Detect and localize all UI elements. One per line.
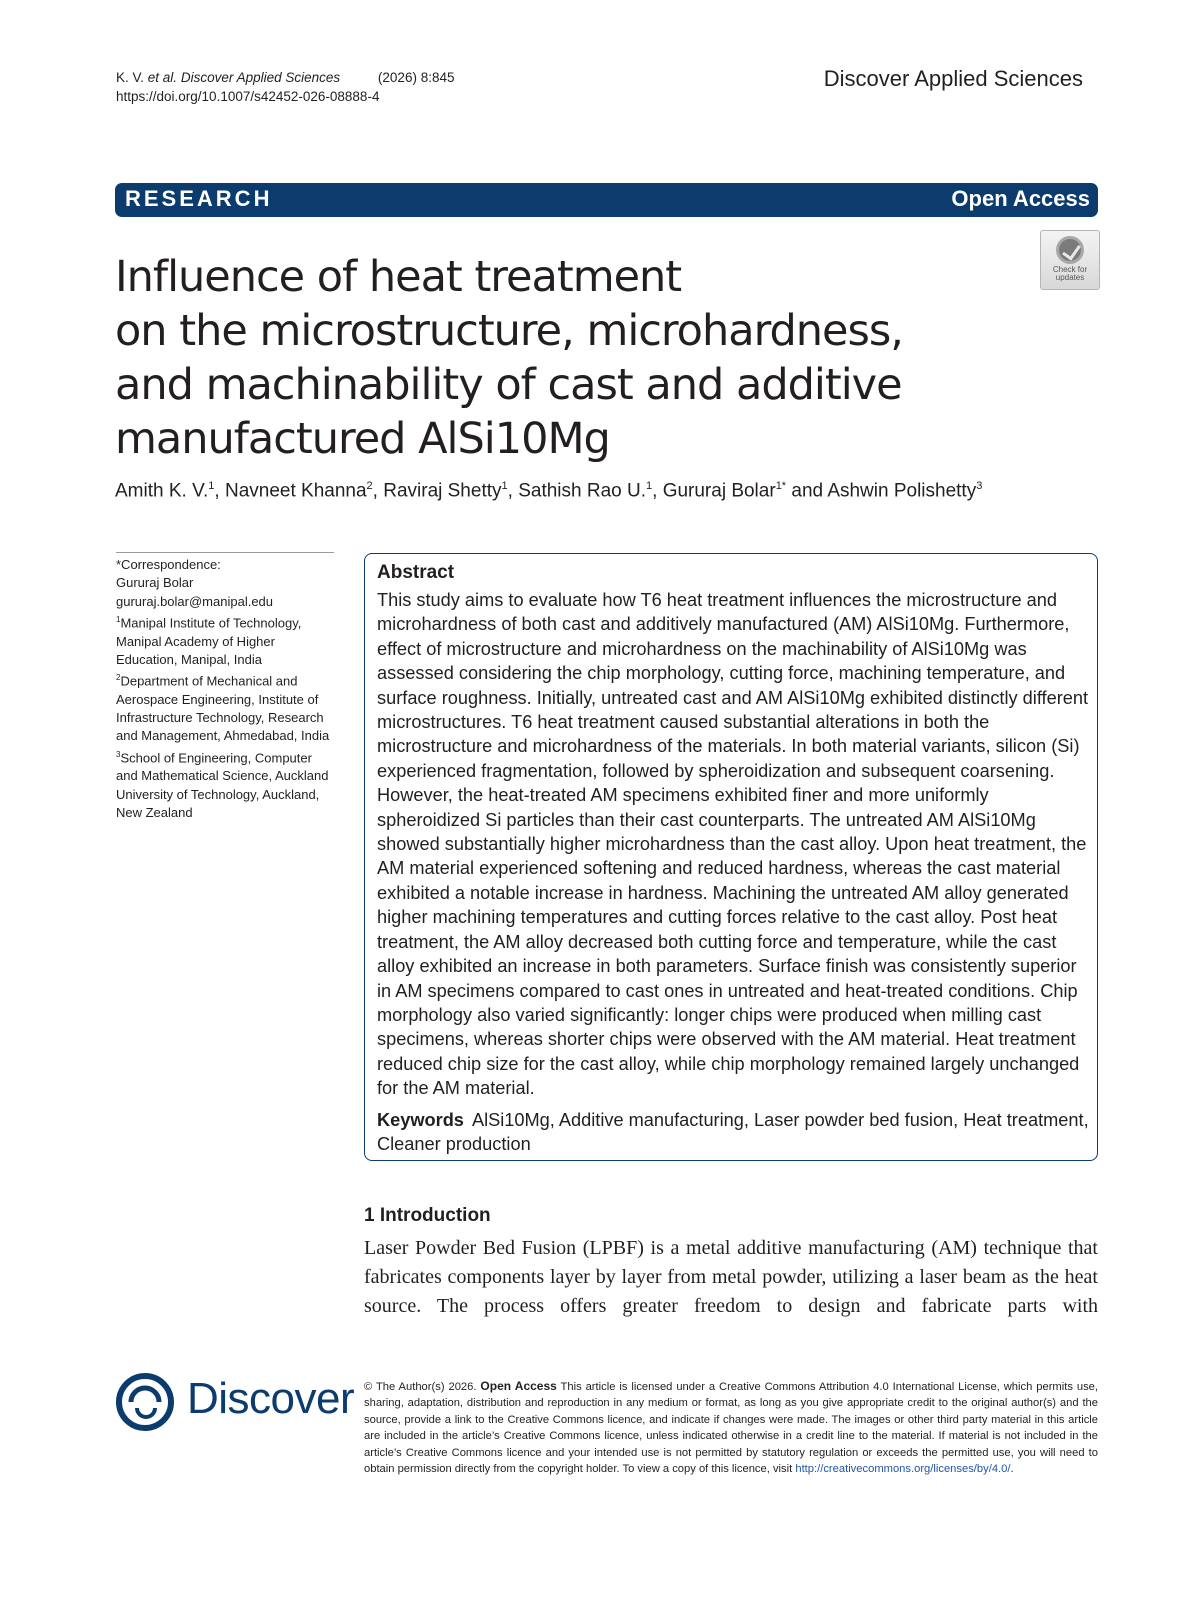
author-separator: , bbox=[214, 480, 225, 502]
affiliation-sup: 1 bbox=[116, 614, 121, 624]
author-affiliation-sup: 1* bbox=[775, 480, 787, 492]
citation-etal: et al. bbox=[147, 70, 178, 85]
correspondence-email[interactable]: gururaj.bolar@manipal.edu bbox=[116, 593, 274, 609]
license-statement bbox=[364, 1378, 1098, 1477]
author-affiliation-sup: 3 bbox=[976, 480, 983, 492]
citation-volume: (2026) 8:845 bbox=[377, 70, 455, 85]
author-separator: , bbox=[372, 480, 384, 502]
check-updates-icon bbox=[1056, 236, 1084, 264]
author-separator: , bbox=[507, 480, 519, 502]
affiliation-sup: 2 bbox=[116, 673, 121, 683]
affiliation-sup: 3 bbox=[116, 749, 121, 759]
abstract-heading: Abstract bbox=[377, 562, 455, 583]
title-line: and machinability of cast and additive bbox=[115, 360, 902, 410]
title-line: manufactured AlSi10Mg bbox=[115, 414, 610, 464]
sidebar-rule bbox=[116, 552, 334, 553]
author-name[interactable]: Amith K. V. bbox=[115, 480, 209, 502]
title-line: Influence of heat treatment bbox=[115, 252, 682, 302]
abstract-text: This study aims to evaluate how T6 heat treatment influences the microstructure and microhardness of both cast and additively manufactured (AM) AlSi10Mg. Furthermore, effect of microstructure and microhardness on the machinability of AlSi10Mg was assessed considering the chip morphology, cutting force, machining temperature, and surface roughness. Initially, untreated cast and AM AlSi10Mg exhibited distinctly different microstructures. T6 heat treatment caused substantial alterations in both the microstructure and microhardness of the materials. In both material variants, silicon (Si) experienced fragmentation, followed by spheroidization and subsequent coarsening. However, the heat-treated AM specimens exhibited finer and more uniformly spheroidized Si particles than their cast counterparts. The untreated AM AlSi10Mg showed substantially higher microhardness than the cast alloy. Upon heat treatment, the AM material experienced softening and reduced hardness, whereas the cast material exhibited a notable increase in hardness. Machining the untreated AM alloy generated higher machining temperatures and cutting forces relative to the cast alloy. Post heat treatment, the AM alloy decreased both cutting force and temperature, while the cast alloy exhibited an increase in both parameters. Surface finish was consistently superior in AM specimens compared to cast ones in untreated and heat-treated conditions. Chip morphology also varied significantly: longer chips were produced when milling cast specimens, whereas shorter chips were observed with the AM material. Heat treatment reduced chip size for the cast alloy, while chip morphology remained largely unchanged for the AM material. bbox=[377, 590, 1089, 1099]
author-affiliation-sup: 1 bbox=[646, 480, 653, 492]
author-separator: and bbox=[786, 480, 828, 502]
introduction-text: Laser Powder Bed Fusion (LPBF) is a metal additive manufacturing (AM) technique that fabricates components layer by layer from metal powder, utilizing a laser beam as the heat source. The process offers greater freedom to design and fabricate parts with bbox=[364, 1237, 1098, 1317]
affiliation-item bbox=[116, 746, 334, 823]
keywords-text: AlSi10Mg, Additive manufacturing, Laser powder bed fusion, Heat treatment, Cleaner production bbox=[377, 1110, 1089, 1155]
author-separator: , bbox=[652, 480, 663, 502]
author-affiliation-sup: 1 bbox=[501, 480, 508, 492]
license-end: . bbox=[1010, 1463, 1014, 1476]
article-title bbox=[115, 250, 995, 466]
correspondence-affiliations bbox=[116, 552, 334, 822]
open-access-label: Open Access bbox=[951, 186, 1090, 211]
running-header-citation bbox=[116, 68, 454, 106]
affiliation-text: Department of Mechanical and Aerospace Engineering, Institute of Infrastructure Technology, Research and Management, Ahmedabad, India bbox=[116, 673, 330, 744]
check-for-updates-badge[interactable] bbox=[1040, 230, 1100, 290]
article-type-label: RESEARCH bbox=[125, 186, 273, 211]
journal-name: Discover Applied Sciences bbox=[823, 66, 1083, 91]
check-updates-line2: updates bbox=[1055, 273, 1085, 282]
author-name[interactable]: Gururaj Bolar bbox=[662, 480, 776, 502]
citation-authors: K. V. bbox=[116, 70, 148, 85]
license-text: This article is licensed under a Creative Commons Attribution 4.0 International License, which permits use, sharing, adaptation, distribution and reproduction in any medium or format, as long as you give appropriate credit to the original author(s) and the source, provide a link to the Creative Commons licence, and indicate if changes were made. The images or other third party material in this article are included in the article’s Creative Commons licence, unless indicated otherwise in a credit line to the material. If material is not included in the article’s Creative Commons licence and your intended use is not permitted by statutory regulation or exceeds the permitted use, you will need to obtain permission directly from the copyright holder. To view a copy of this licence, visit bbox=[364, 1381, 1098, 1476]
license-prefix: © The Author(s) 2026. bbox=[364, 1381, 481, 1393]
author-name[interactable]: Raviraj Shetty bbox=[383, 480, 502, 502]
article-type-banner bbox=[115, 183, 1098, 217]
citation-journal: Discover Applied Sciences bbox=[180, 70, 341, 85]
affiliation-text: Manipal Institute of Technology, Manipal Academy of Higher Education, Manipal, India bbox=[116, 615, 302, 667]
correspondence-label: *Correspondence: bbox=[116, 557, 221, 572]
license-link[interactable]: http://creativecommons.org/licenses/by/4.0/ bbox=[795, 1463, 1011, 1476]
check-updates-line1: Check for bbox=[1052, 265, 1088, 274]
affiliation-text: School of Engineering, Computer and Mathematical Science, Auckland University of Technology, Auckland, New Zealand bbox=[116, 749, 329, 820]
author-affiliation-sup: 1 bbox=[208, 480, 215, 492]
author-name[interactable]: Navneet Khanna bbox=[224, 480, 367, 502]
doi-link[interactable]: https://doi.org/10.1007/s42452-026-08888-4 bbox=[116, 89, 380, 104]
author-list bbox=[115, 480, 982, 502]
author-affiliation-sup: 2 bbox=[366, 480, 373, 492]
affiliation-item bbox=[116, 669, 334, 746]
section-heading-introduction: 1 Introduction bbox=[364, 1205, 491, 1226]
logo-text: Discover bbox=[187, 1374, 355, 1423]
author-name[interactable]: Ashwin Polishetty bbox=[827, 480, 977, 502]
discover-logo bbox=[115, 1372, 355, 1432]
affiliation-item bbox=[116, 611, 334, 669]
keywords bbox=[377, 1108, 1093, 1157]
author-name[interactable]: Sathish Rao U. bbox=[518, 480, 646, 502]
correspondence-name: Gururaj Bolar bbox=[116, 575, 194, 591]
keywords-label: Keywords bbox=[377, 1110, 464, 1130]
license-open-access: Open Access bbox=[480, 1379, 557, 1393]
discover-logo-icon bbox=[115, 1372, 183, 1432]
title-line: on the microstructure, microhardness, bbox=[115, 306, 903, 356]
